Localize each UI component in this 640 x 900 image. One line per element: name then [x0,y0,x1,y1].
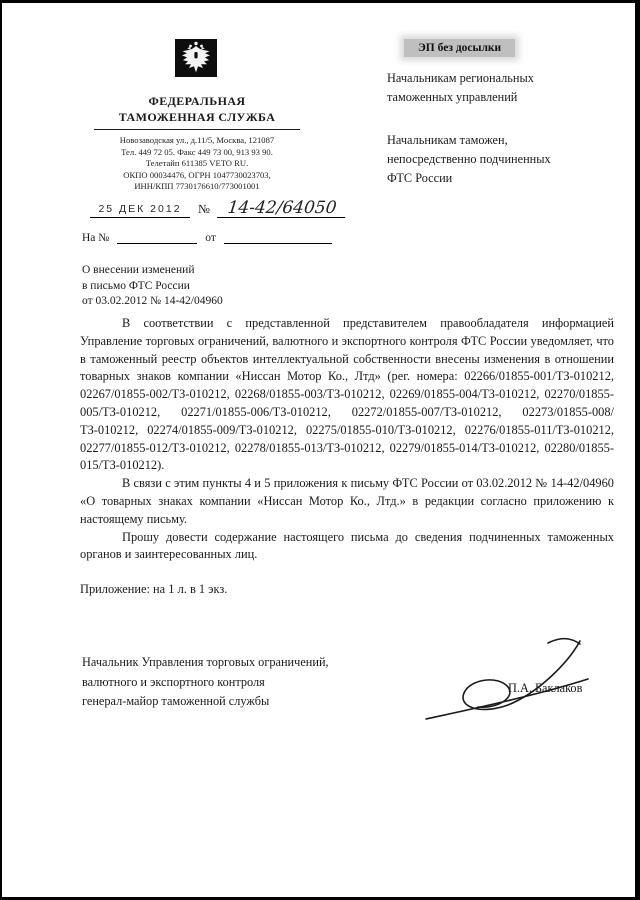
date-stamp: 25 ДЕК 2012 [90,203,190,218]
org-address-line: Тел. 449 72 05. Факс 449 73 00, 913 93 90. [121,146,273,157]
letter-body [80,315,614,599]
subject-line: от 03.02.2012 № 14-42/04960 [82,295,223,307]
doc-number-row [90,199,346,218]
attachment-note: Приложение: на 1 л. в 1 экз. [80,582,228,597]
signature-title [82,653,329,712]
body-paragraph: Прошу довести содержание настоящего письма до сведения подчиненных таможенных органов и заинтересованных лиц. [80,529,614,562]
signature-title-line: валютного и экспортного контроля [82,674,265,689]
org-name-line2: ТАМОЖЕННАЯ СЛУЖБА [118,110,276,124]
coat-of-arms-icon [175,39,217,77]
reference-row [82,231,332,244]
org-name [62,93,332,125]
org-name-line1: ФЕДЕРАЛЬНАЯ [148,94,246,108]
ref-na-label: На № [82,232,110,244]
subject-line: в письмо ФТС России [82,279,190,292]
org-address-line: ИНН/КПП 7730176610/773001001 [134,181,260,191]
org-address-line: Телетайп 611385 VETO RU. [145,158,249,168]
blank-line [224,231,332,244]
ref-ot-label: от [205,232,216,244]
org-address [62,135,332,193]
org-address-line: ОКПО 00034476, ОГРН 1047730023703, [123,169,271,180]
org-address-line: Новозаводская ул., д.11/5, Москва, 121087 [119,135,275,145]
addressee-line: таможенных управлений [387,90,518,104]
addressee-line: ФТС России [387,171,453,185]
subject-line: О внесении изменений [82,264,195,276]
addressee-block-2 [387,131,551,188]
addressee-block-1 [387,69,534,107]
blank-line [117,231,197,244]
ep-stamp: ЭП без досылки [404,39,515,57]
addressee-line: непосредственно подчиненных [387,152,551,166]
signature-title-line: Начальник Управления торговых ограничений, [82,655,329,669]
addressee-line: Начальникам таможен, [387,133,508,147]
number-sign: № [198,202,210,216]
addressee-line: Начальникам региональных [387,71,534,85]
body-paragraph: В связи с этим пункты 4 и 5 приложения к письму ФТС России от 03.02.2012 № 14-42/04960 «О товарных знаках компании «Ниссан Мотор Ко., Лтд.» в редакции согласно приложению к настоящему письму. [80,476,614,526]
body-paragraph: В соответствии с представленной представителем правообладателя информацией Управление торговых ограничений, валютного и экспортного контроля ФТС России уведомляет, что в таможенный реестр объектов интеллектуальной собственности внесены изменения в отношении товарных знаков компании «Ниссан Мотор Ко., Лтд» (рег. номера: 02266/01855-001/ТЗ-010212, 02267/01855-002/ТЗ-010212, 02268/01855-003/ТЗ-010212, 02269/01855-004/ТЗ-010212, 02270/01855-005/ТЗ-010212, 02271/01855-006/ТЗ-010212, 02272/01855-007/ТЗ-010212, 02273/01855-008/ТЗ-010212, 02274/01855-009/ТЗ-010212, 02275/01855-010/ТЗ-010212, 02276/01855-011/ТЗ-010212, 02277/01855-012/ТЗ-010212, 02278/01855-013/ТЗ-010212, 02279/01855-014/ТЗ-010212, 02280/01855-015/ТЗ-010212). [80,316,614,473]
signature-title-line: генерал-майор таможенной службы [82,694,270,708]
subject-block [82,263,223,310]
outgoing-number-handwritten: 14-42/64050 [217,199,347,218]
letterhead-divider [94,129,300,130]
signatory-name: П.А. Баклаков [508,681,583,695]
